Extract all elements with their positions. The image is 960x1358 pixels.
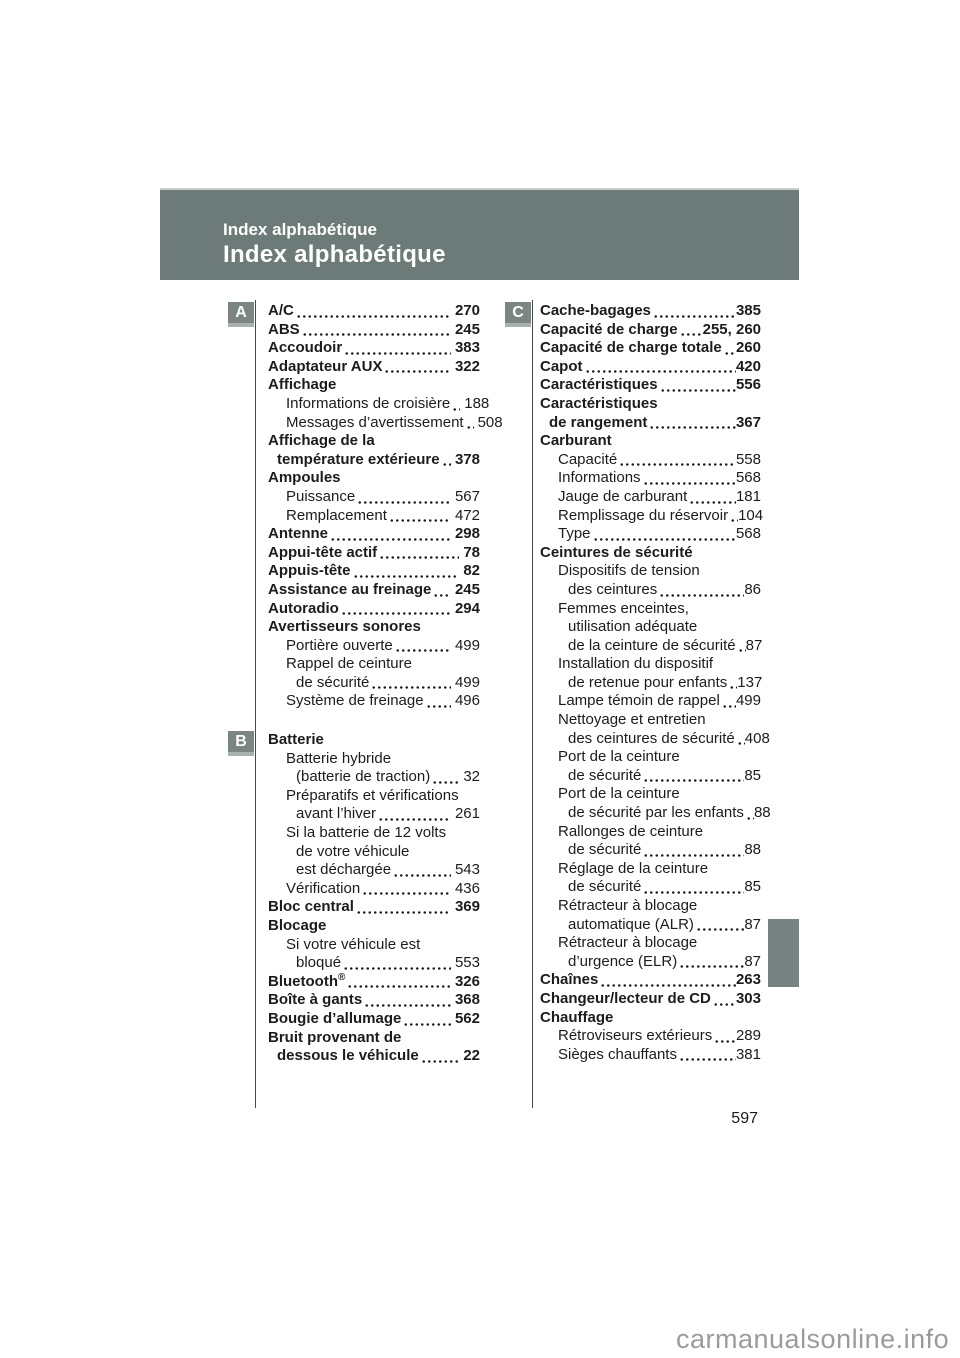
entry-label: Installation du dispositif bbox=[558, 655, 714, 673]
index-entry bbox=[268, 618, 480, 637]
index-entry bbox=[540, 395, 761, 414]
index-entry bbox=[268, 432, 480, 451]
entry-label: Jauge de carburant bbox=[558, 487, 688, 505]
index-entry bbox=[568, 916, 761, 935]
index-entry bbox=[268, 339, 480, 358]
index-entry bbox=[268, 525, 480, 544]
index-entry bbox=[296, 674, 480, 693]
entry-page-number: 78 bbox=[463, 543, 480, 561]
index-entry bbox=[558, 600, 761, 619]
dot-leader bbox=[395, 637, 451, 656]
entry-label: de sécurité bbox=[568, 878, 642, 896]
index-entry bbox=[568, 767, 761, 786]
entry-label: Bougie d’allumage bbox=[268, 1009, 402, 1027]
entry-label: Informations bbox=[558, 469, 641, 487]
dot-leader bbox=[393, 861, 451, 880]
entry-page-number: 137 bbox=[737, 673, 763, 691]
entry-page-number: 245 bbox=[454, 320, 480, 338]
entry-label: Carburant bbox=[540, 432, 612, 450]
entry-label: des ceintures de sécurité bbox=[568, 729, 735, 747]
entry-page-number: 322 bbox=[454, 357, 480, 375]
entry-page-number: 294 bbox=[454, 599, 480, 617]
entry-label: de retenue pour enfants bbox=[568, 673, 728, 691]
entry-label: Caractéristiques bbox=[540, 394, 658, 412]
dot-leader bbox=[433, 581, 451, 600]
dot-leader bbox=[371, 674, 451, 693]
index-entry bbox=[558, 748, 761, 767]
entry-label: Autoradio bbox=[268, 599, 339, 617]
index-entry bbox=[568, 674, 761, 693]
dot-leader bbox=[353, 562, 460, 581]
dot-leader bbox=[729, 674, 737, 693]
index-entry bbox=[540, 339, 761, 358]
index-entry bbox=[568, 878, 761, 897]
dot-leader bbox=[679, 953, 744, 972]
dot-leader bbox=[643, 841, 744, 860]
entry-label: Bluetooth® bbox=[268, 971, 346, 990]
entry-page-number: 32 bbox=[463, 768, 480, 786]
watermark: carmanualsonline.info bbox=[676, 1324, 950, 1354]
entry-label: Rallonges de ceinture bbox=[558, 822, 704, 840]
index-entry bbox=[268, 600, 480, 619]
index-entry bbox=[286, 394, 490, 414]
index-entry bbox=[286, 787, 480, 806]
index-entry bbox=[558, 823, 761, 842]
index-entry bbox=[268, 991, 480, 1010]
entry-label: Lampe témoin de rappel bbox=[558, 692, 720, 710]
index-entry bbox=[568, 953, 761, 972]
entry-page-number: 499 bbox=[454, 673, 480, 691]
entry-label: de rangement bbox=[549, 413, 648, 431]
index-entry bbox=[268, 1029, 480, 1048]
entry-label: Accoudoir bbox=[268, 339, 343, 357]
entry-page-number: 303 bbox=[735, 989, 761, 1007]
index-entry bbox=[268, 376, 480, 395]
entry-page-number: 82 bbox=[463, 562, 480, 580]
index-entry bbox=[268, 469, 480, 488]
index-entry bbox=[286, 637, 480, 656]
index-entry bbox=[558, 655, 761, 674]
entry-label: des ceintures bbox=[568, 580, 658, 598]
index-entry bbox=[558, 897, 761, 916]
index-entry bbox=[268, 1010, 480, 1029]
index-column-right bbox=[505, 302, 771, 1064]
index-entry bbox=[296, 805, 480, 824]
entry-page-number: 245 bbox=[454, 580, 480, 598]
entry-page-number: 88 bbox=[744, 841, 761, 859]
entry-page-number: 568 bbox=[735, 469, 761, 487]
index-entry bbox=[268, 562, 480, 581]
dot-leader bbox=[302, 321, 451, 340]
entry-page-number: 88 bbox=[753, 804, 771, 822]
dot-leader bbox=[403, 1010, 451, 1029]
entry-label: Batterie bbox=[268, 731, 324, 749]
entry-page-number: 508 bbox=[477, 413, 503, 431]
entry-page-number: 22 bbox=[463, 1047, 480, 1065]
entry-label: Adaptateur AUX bbox=[268, 357, 383, 375]
dot-leader bbox=[722, 692, 736, 711]
index-entry bbox=[540, 544, 761, 563]
dot-leader bbox=[330, 525, 451, 544]
entry-page-number: 499 bbox=[735, 692, 761, 710]
entry-label: Capot bbox=[540, 357, 583, 375]
dot-leader bbox=[619, 451, 736, 470]
index-entry bbox=[286, 507, 480, 526]
entry-label: avant l’hiver bbox=[296, 805, 377, 823]
dot-leader bbox=[689, 488, 736, 507]
entry-label: Antenne bbox=[268, 525, 328, 543]
dot-leader bbox=[696, 916, 744, 935]
dot-leader bbox=[679, 1046, 736, 1065]
index-entry bbox=[558, 469, 761, 488]
index-entry bbox=[268, 731, 480, 750]
entry-label: Puissance bbox=[286, 487, 356, 505]
index-entry bbox=[286, 880, 480, 899]
dot-leader bbox=[660, 376, 736, 395]
index-entry bbox=[568, 841, 761, 860]
entry-label: Si votre véhicule est bbox=[286, 935, 421, 953]
index-entry bbox=[540, 1009, 761, 1028]
dot-leader bbox=[344, 339, 451, 358]
index-entry bbox=[277, 1047, 480, 1066]
entry-label: (batterie de traction) bbox=[296, 768, 431, 786]
entry-label: Remplissage du réservoir bbox=[558, 506, 729, 524]
entry-page-number: 543 bbox=[454, 861, 480, 879]
index-entry bbox=[286, 692, 480, 711]
index-entry bbox=[540, 358, 761, 377]
entry-label: de sécurité bbox=[568, 766, 642, 784]
dot-leader bbox=[356, 898, 451, 917]
index-entry bbox=[558, 711, 761, 730]
dot-leader bbox=[649, 414, 736, 433]
entry-label: Rappel de ceinture bbox=[286, 655, 412, 673]
entry-page-number: 436 bbox=[454, 879, 480, 897]
entry-page-number: 472 bbox=[454, 506, 480, 524]
dot-leader bbox=[426, 692, 451, 711]
entry-label: d’urgence (ELR) bbox=[568, 952, 678, 970]
entry-label: Port de la ceinture bbox=[558, 785, 680, 803]
entry-label: Type bbox=[558, 525, 591, 543]
dot-leader bbox=[379, 544, 459, 563]
dot-leader bbox=[357, 488, 451, 507]
dot-leader bbox=[737, 730, 745, 749]
dot-leader bbox=[466, 414, 474, 433]
entry-label: Avertisseurs sonores bbox=[268, 618, 421, 636]
index-entry bbox=[540, 321, 761, 340]
registered-mark: ® bbox=[337, 971, 346, 983]
dot-leader bbox=[653, 302, 736, 321]
index-entry bbox=[540, 971, 761, 990]
index-entry bbox=[558, 488, 761, 507]
entry-label: Ceintures de sécurité bbox=[540, 543, 693, 561]
entry-label: température extérieure bbox=[277, 450, 440, 468]
entry-label: Capacité de charge bbox=[540, 320, 678, 338]
index-entry bbox=[568, 729, 770, 749]
entry-page-number: 270 bbox=[454, 302, 480, 319]
entry-label: Système de freinage bbox=[286, 692, 424, 710]
chapter-label: Index alphabétique bbox=[223, 220, 377, 239]
entry-label: Blocage bbox=[268, 917, 327, 934]
entry-page-number: 104 bbox=[738, 506, 764, 524]
entry-page-number: 255, 260 bbox=[702, 320, 761, 338]
entry-label: Rétroviseurs extérieurs bbox=[558, 1027, 713, 1045]
index-entry bbox=[286, 413, 503, 433]
entry-label: de votre véhicule bbox=[296, 842, 410, 860]
entry-page-number: 383 bbox=[454, 339, 480, 357]
index-entry bbox=[558, 562, 761, 581]
index-entry bbox=[268, 302, 480, 321]
page-number: 597 bbox=[731, 1110, 758, 1127]
index-entry bbox=[558, 1027, 761, 1046]
dot-leader bbox=[364, 991, 451, 1010]
entry-page-number: 378 bbox=[454, 450, 480, 468]
dot-leader bbox=[347, 973, 451, 992]
dot-leader bbox=[738, 637, 746, 656]
entry-label: ABS bbox=[268, 320, 300, 338]
dot-leader bbox=[593, 525, 736, 544]
dot-leader bbox=[362, 880, 451, 899]
page-title: Index alphabétique bbox=[223, 241, 446, 268]
dot-leader bbox=[714, 1027, 736, 1046]
dot-leader bbox=[384, 358, 451, 377]
index-entry bbox=[568, 637, 761, 656]
entry-page-number: 263 bbox=[735, 971, 761, 989]
index-section-b bbox=[228, 731, 480, 1066]
entry-page-number: 85 bbox=[744, 878, 761, 896]
entry-label: Bloc central bbox=[268, 898, 354, 916]
index-entry bbox=[558, 692, 761, 711]
entry-label: Caractéristiques bbox=[540, 376, 658, 394]
entry-page-number: 558 bbox=[735, 450, 761, 468]
page-header-band bbox=[160, 188, 799, 280]
entry-label: automatique (ALR) bbox=[568, 915, 694, 933]
entry-label: de sécurité bbox=[568, 841, 642, 859]
dot-leader bbox=[659, 581, 744, 600]
entry-page-number: 568 bbox=[735, 525, 761, 543]
entry-page-number: 381 bbox=[735, 1045, 761, 1063]
entry-page-number: 553 bbox=[454, 954, 480, 972]
index-entry bbox=[540, 432, 761, 451]
entry-label: Boîte à gants bbox=[268, 991, 363, 1009]
index-entry bbox=[286, 750, 480, 769]
dot-leader bbox=[452, 395, 460, 414]
index-entry bbox=[268, 581, 480, 600]
index-entry bbox=[568, 804, 771, 823]
entry-label: de sécurité par les enfants bbox=[568, 804, 744, 822]
index-entry bbox=[540, 376, 761, 395]
entry-label: Remplacement bbox=[286, 506, 387, 524]
entry-page-number: 86 bbox=[744, 580, 761, 598]
index-entry bbox=[286, 936, 480, 955]
entry-label: Si la batterie de 12 volts bbox=[286, 824, 447, 842]
entry-page-number: 260 bbox=[735, 339, 761, 357]
index-entry bbox=[558, 506, 764, 526]
dot-leader bbox=[378, 805, 451, 824]
dot-leader bbox=[341, 600, 451, 619]
dot-leader bbox=[442, 451, 451, 470]
entry-page-number: 85 bbox=[744, 766, 761, 784]
entry-label: Informations de croisière bbox=[286, 394, 451, 412]
entry-label: Capacité bbox=[558, 450, 618, 468]
entry-label: Batterie hybride bbox=[286, 749, 392, 767]
entry-page-number: 326 bbox=[454, 972, 480, 990]
entry-label: de la ceinture de sécurité bbox=[568, 636, 736, 654]
index-entry bbox=[568, 618, 761, 637]
entry-label: Dispositifs de tension bbox=[558, 562, 700, 580]
entry-label: Portière ouverte bbox=[286, 636, 393, 654]
index-entry bbox=[296, 843, 480, 862]
entry-label: Assistance au freinage bbox=[268, 580, 432, 598]
entry-label: Chaînes bbox=[540, 971, 599, 989]
entry-page-number: 87 bbox=[744, 915, 761, 933]
entry-label: Port de la ceinture bbox=[558, 748, 680, 766]
index-entry bbox=[277, 451, 480, 470]
dot-leader bbox=[421, 1047, 460, 1066]
entry-label: A/C bbox=[268, 302, 294, 319]
index-entry bbox=[296, 861, 480, 880]
index-entry bbox=[268, 544, 480, 563]
entry-label: Sièges chauffants bbox=[558, 1045, 677, 1063]
dot-leader bbox=[680, 321, 703, 340]
index-entry bbox=[296, 954, 480, 973]
index-entry bbox=[268, 973, 480, 992]
dot-leader bbox=[746, 804, 754, 823]
section-letter-marker: B bbox=[228, 731, 254, 756]
index-entry bbox=[268, 358, 480, 377]
index-entry bbox=[568, 581, 761, 600]
index-entry bbox=[558, 525, 761, 544]
dot-leader bbox=[713, 990, 736, 1009]
index-entry bbox=[540, 990, 761, 1009]
index-entry bbox=[286, 824, 480, 843]
entry-label: Bruit provenant de bbox=[268, 1028, 402, 1046]
entry-page-number: 385 bbox=[735, 302, 761, 319]
entry-label: Femmes enceintes, bbox=[558, 599, 689, 617]
dot-leader bbox=[730, 507, 738, 526]
index-entry bbox=[558, 860, 761, 879]
entry-label: Rétracteur à blocage bbox=[558, 897, 698, 914]
index-entry bbox=[558, 785, 761, 804]
index-entry bbox=[268, 321, 480, 340]
entry-page-number: 368 bbox=[454, 991, 480, 1009]
dot-leader bbox=[643, 878, 744, 897]
entry-label: Cache-bagages bbox=[540, 302, 651, 319]
entry-label: Réglage de la ceinture bbox=[558, 859, 709, 877]
dot-leader bbox=[343, 954, 451, 973]
section-letter-marker: A bbox=[228, 302, 254, 327]
index-entry bbox=[268, 898, 480, 917]
dot-leader bbox=[585, 358, 736, 377]
index-section-c bbox=[505, 302, 771, 1064]
dot-leader bbox=[432, 768, 459, 787]
entry-page-number: 87 bbox=[744, 952, 761, 970]
entry-label: Affichage bbox=[268, 376, 337, 394]
index-entry bbox=[558, 934, 761, 953]
entry-label: Capacité de charge totale bbox=[540, 339, 722, 357]
index-entry bbox=[558, 451, 761, 470]
entry-page-number: 408 bbox=[744, 729, 770, 747]
entry-label: Changeur/lecteur de CD bbox=[540, 989, 711, 1007]
index-entry bbox=[558, 1046, 761, 1065]
entry-label: Chauffage bbox=[540, 1008, 614, 1026]
index-column-left bbox=[228, 302, 503, 1066]
index-section-a bbox=[228, 302, 503, 711]
entry-label: utilisation adéquate bbox=[568, 618, 698, 636]
entry-page-number: 298 bbox=[454, 525, 480, 543]
entry-page-number: 87 bbox=[745, 636, 763, 654]
entry-label: Ampoules bbox=[268, 469, 341, 487]
entry-page-number: 496 bbox=[454, 692, 480, 710]
entry-page-number: 261 bbox=[454, 805, 480, 823]
section-edge-tab bbox=[768, 919, 799, 987]
dot-leader bbox=[643, 469, 736, 488]
entry-page-number: 499 bbox=[454, 636, 480, 654]
index-entry bbox=[268, 917, 480, 936]
entry-label: Rétracteur à blocage bbox=[558, 934, 698, 952]
entry-label: Vérification bbox=[286, 879, 361, 897]
entry-label: Messages d’avertissement bbox=[286, 413, 464, 431]
index-entry bbox=[296, 768, 480, 787]
entry-page-number: 556 bbox=[735, 376, 761, 394]
section-letter-marker: C bbox=[505, 302, 531, 327]
dot-leader bbox=[600, 971, 736, 990]
index-entry bbox=[286, 488, 480, 507]
entry-label: Appui-tête actif bbox=[268, 543, 378, 561]
entry-label: Affichage de la bbox=[268, 432, 375, 450]
entry-page-number: 367 bbox=[735, 413, 761, 431]
entry-label: dessous le véhicule bbox=[277, 1047, 419, 1065]
entry-label: Préparatifs et vérifications bbox=[286, 786, 459, 804]
entry-label: Nettoyage et entretien bbox=[558, 711, 706, 729]
entry-label: bloqué bbox=[296, 954, 342, 972]
entry-label: de sécurité bbox=[296, 673, 370, 691]
entry-page-number: 181 bbox=[735, 487, 761, 505]
entry-page-number: 369 bbox=[454, 898, 480, 916]
entry-page-number: 562 bbox=[454, 1009, 480, 1027]
dot-leader bbox=[724, 339, 736, 358]
index-entry bbox=[549, 414, 761, 433]
index-entry bbox=[540, 302, 761, 321]
dot-leader bbox=[296, 302, 451, 321]
entry-page-number: 420 bbox=[735, 357, 761, 375]
entry-page-number: 567 bbox=[454, 487, 480, 505]
index-entry bbox=[286, 655, 480, 674]
entry-label: Appuis-tête bbox=[268, 562, 351, 580]
entry-page-number: 188 bbox=[464, 394, 490, 412]
dot-leader bbox=[389, 507, 451, 526]
dot-leader bbox=[643, 767, 744, 786]
entry-label: est déchargée bbox=[296, 861, 392, 879]
entry-page-number: 289 bbox=[735, 1027, 761, 1045]
